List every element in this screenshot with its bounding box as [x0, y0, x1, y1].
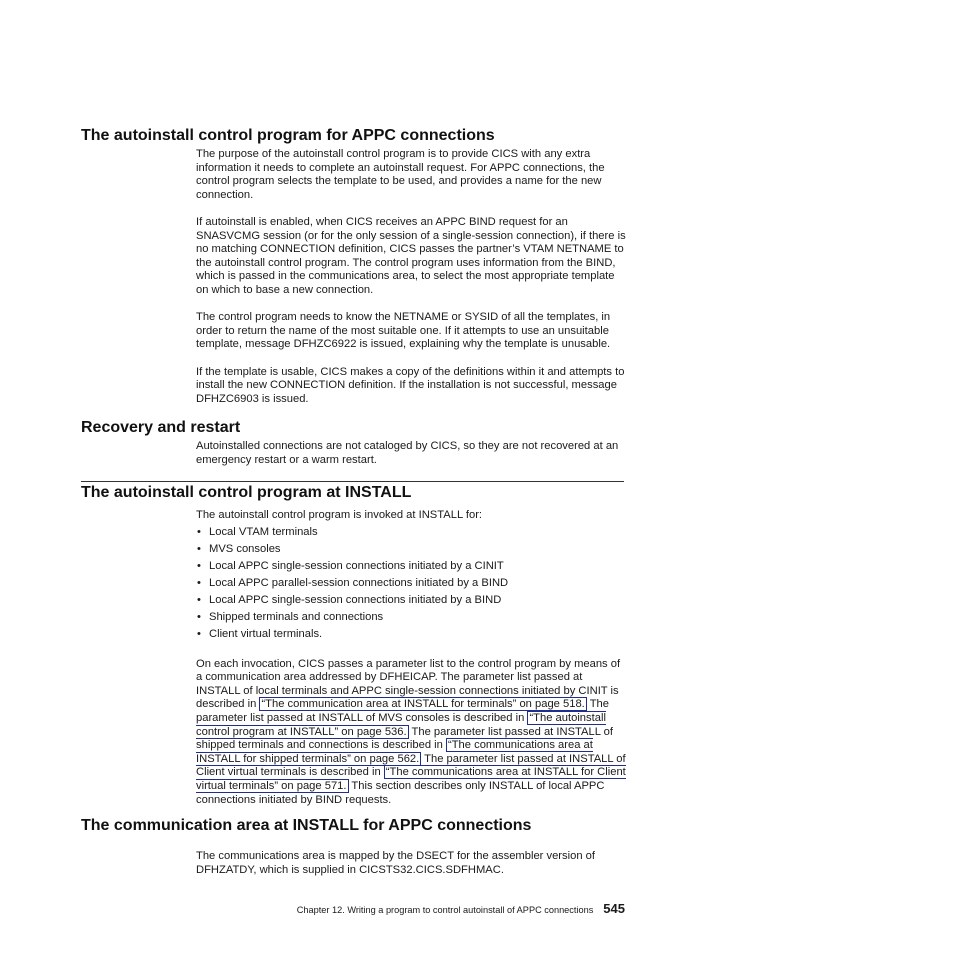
paragraph: The communications area is mapped by the DSECT for the assembler version of DFHZATDY, which is supplied in CICSTS32.CICS.SDFHMAC. — [196, 850, 595, 876]
list-item: • Local APPC single-session connections initiated by a CINIT — [196, 560, 626, 577]
list-item: • MVS consoles — [196, 543, 626, 560]
paragraph: The purpose of the autoinstall control program is to provide CICS with any extra information it needs to complete an autoinstall request. For APPC connections, the control program selects the template to be used, and provides a name for the new connection. — [196, 148, 605, 201]
section-heading-appc-control-program: The autoinstall control program for APPC connections — [81, 127, 495, 144]
section-heading-install: The autoinstall control program at INSTALL — [81, 484, 412, 501]
page-footer — [280, 900, 625, 918]
paragraph: The control program needs to know the NETNAME or SYSID of all the templates, in order to return the name of the most suitable one. If it attempts to use an unsuitable template, message DFHZC6922 is issued, explaining why the template is unusable. — [196, 311, 611, 351]
xref-link-shipped-terminals[interactable]: “The communications area at INSTALL for shipped terminals” on page 562. — [196, 739, 593, 765]
xref-link-mvs-consoles[interactable]: “The autoinstall control program at INSTALL” on page 536. — [196, 711, 606, 738]
paragraph: Autoinstalled connections are not cataloged by CICS, so they are not recovered at an emergency restart or a warm restart. — [196, 440, 619, 466]
list-item: • Shipped terminals and connections — [196, 611, 626, 628]
intro-paragraph: The autoinstall control program is invoked at INSTALL for: — [196, 509, 483, 521]
bullet-list — [196, 526, 626, 645]
paragraph: If the template is usable, CICS makes a copy of the definitions within it and attempts to install the new CONNECTION definition. If the installation is not successful, message DFHZC6903 is issued. — [196, 365, 625, 405]
parameter-list-paragraph — [196, 658, 626, 808]
section-heading-commarea-appc: The communication area at INSTALL for APPC connections — [81, 817, 532, 834]
list-item: • Local APPC parallel-session connections initiated by a BIND — [196, 577, 626, 594]
section-body-commarea-appc — [196, 850, 626, 891]
section-divider — [81, 481, 624, 482]
paragraph-text: This section describes only INSTALL of local APPC connections initiated by BIND requests. — [196, 779, 605, 806]
list-item: • Client virtual terminals. — [196, 628, 626, 645]
footer-chapter-title: Chapter 12. Writing a program to control autoinstall of APPC connections — [296, 905, 594, 915]
xref-link-client-virtual-terminals[interactable]: “The communications area at INSTALL for Client virtual terminals” on page 571. — [196, 766, 626, 792]
section-body-install — [196, 509, 626, 821]
xref-link-terminals[interactable]: “The communication area at INSTALL for terminals” on page 518. — [261, 698, 585, 711]
paragraph-text: The parameter list passed at INSTALL of Client virtual terminals is described in — [196, 752, 626, 779]
paragraph-text: On each invocation, CICS passes a parameter list to the control program by means of a communication area addressed by DFHEICAP. The parameter list passed at INSTALL of local terminals and APPC single-session connections initiated by CINIT is described in — [196, 657, 621, 711]
section-body-recovery-restart — [196, 440, 626, 481]
list-item: • Local VTAM terminals — [196, 526, 626, 543]
paragraph: If autoinstall is enabled, when CICS receives an APPC BIND request for an SNASVCMG session (or for the only session of a single-session connection), if there is no matching CONNECTION definition, CICS passes the partner’s VTAM NETNAME to the autoinstall control program. The control program uses information from the BIND, which is passed in the communications area, to select the most appropriate template on which to base a new connection. — [196, 215, 626, 296]
page-number: 545 — [603, 901, 625, 916]
section-heading-recovery-restart: Recovery and restart — [81, 419, 241, 436]
section-body-appc-control-program — [196, 148, 626, 420]
paragraph-text: The parameter list passed at INSTALL of MVS consoles is described in — [196, 698, 609, 724]
list-item: • Local APPC single-session connections initiated by a BIND — [196, 594, 626, 611]
paragraph-text: The parameter list passed at INSTALL of shipped terminals and connections is described in — [196, 725, 613, 752]
